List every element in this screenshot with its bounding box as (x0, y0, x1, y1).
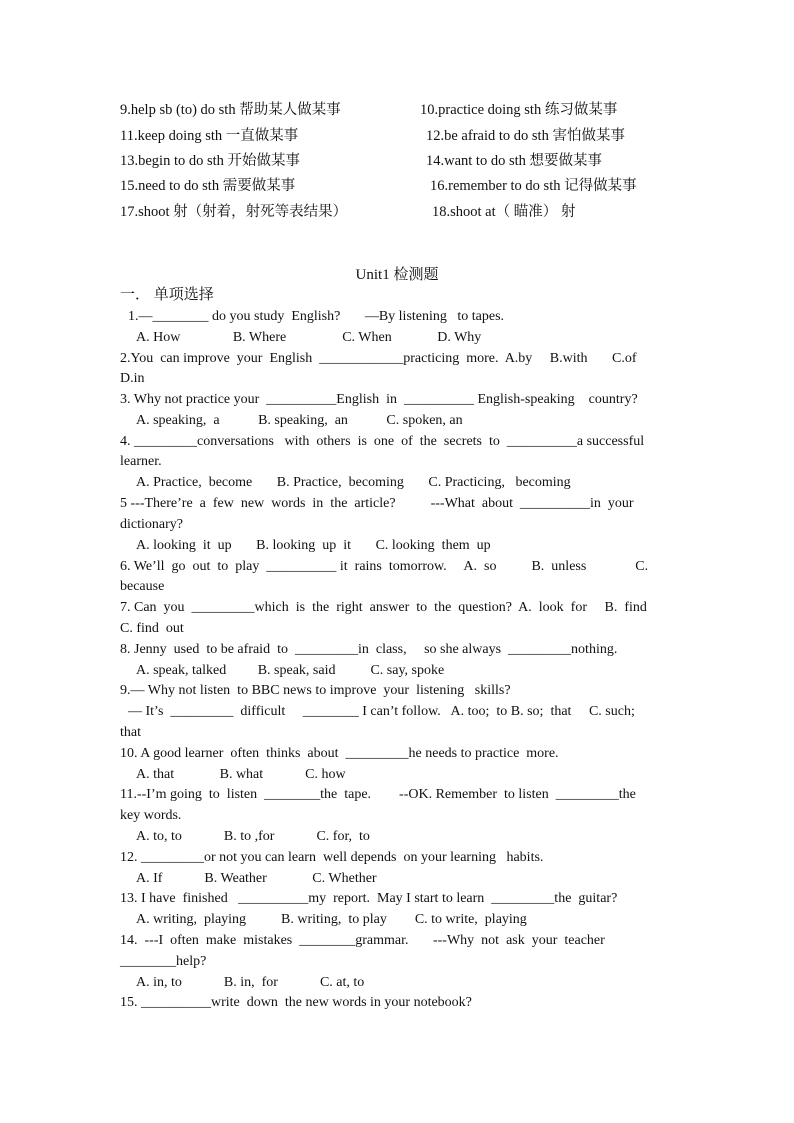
phrase-item: 13.begin to do sth 开始做某事 (120, 153, 301, 169)
question-line: 14. ---I often make mistakes ________grammar. ---Why not ask your teacher (120, 933, 605, 948)
option-line: A. that B. what C. how (136, 767, 346, 782)
question-line: 6. We’ll go out to play __________ it rains tomorrow. A. so B. unless C. (120, 559, 649, 574)
question-line: 4. _________conversations with others is one of the secrets to __________a successful (120, 434, 645, 449)
option-line: A. looking it up B. looking up it C. looking them up (136, 538, 491, 553)
question-line: D.in (120, 371, 145, 386)
phrase-item: 9.help sb (to) do sth 帮助某人做某事 (120, 102, 341, 118)
question-line: dictionary? (120, 517, 183, 532)
question-line: 8. Jenny used to be afraid to _________in class, so she always _________nothing. (120, 642, 618, 657)
question-line: 11.--I’m going to listen ________the tape. --OK. Remember to listen _________the (120, 787, 636, 802)
option-line: A. in, to B. in, for C. at, to (136, 975, 365, 990)
question-line: 12. _________or not you can learn well depends on your learning habits. (120, 850, 544, 865)
phrase-row (120, 174, 680, 198)
option-line: A. speak, talked B. speak, said C. say, spoke (136, 663, 445, 678)
phrase-row (120, 149, 680, 173)
section-heading: 一． 单项选择 (120, 287, 214, 303)
question-line: that (120, 725, 141, 740)
phrase-row (120, 124, 680, 148)
question-line: 9.— Why not listen to BBC news to improve your listening skills? (120, 683, 511, 698)
page-title: Unit1 检测题 (355, 267, 439, 283)
question-line: 2.You can improve your English ____________practicing more. A.by B.with C.of (120, 351, 637, 366)
question-line: 13. I have finished __________my report. May I start to learn _________the guitar? (120, 891, 618, 906)
option-line: A. to, to B. to ,for C. for, to (136, 829, 370, 844)
question-line: because (120, 579, 165, 594)
question-line: C. find out (120, 621, 184, 636)
question-line: 5 ---There’re a few new words in the article? ---What about __________in your (120, 496, 634, 511)
question-line: 3. Why not practice your __________English in __________ English-speaking country? (120, 392, 638, 407)
phrase-item: 12.be afraid to do sth 害怕做某事 (426, 128, 625, 144)
question-line: 7. Can you _________which is the right answer to the question? A. look for B. find (120, 600, 647, 615)
phrase-item: 15.need to do sth 需要做某事 (120, 178, 296, 194)
phrase-item: 18.shoot at（ 瞄准） 射 (432, 204, 576, 220)
option-line: A. Practice, become B. Practice, becoming C. Practicing, becoming (136, 475, 571, 490)
question-line: — It’s _________ difficult ________ I can’t follow. A. too; to B. so; that C. such; (128, 704, 635, 719)
phrase-item: 10.practice doing sth 练习做某事 (420, 102, 618, 118)
question-line: 10. A good learner often thinks about _________he needs to practice more. (120, 746, 559, 761)
question-line: key words. (120, 808, 182, 823)
option-line: A. How B. Where C. When D. Why (136, 330, 482, 345)
question-line: 1.—________ do you study English? —By listening to tapes. (128, 309, 505, 324)
option-line: A. If B. Weather C. Whether (136, 871, 377, 886)
phrase-item: 14.want to do sth 想要做某事 (426, 153, 603, 169)
phrase-item: 11.keep doing sth 一直做某事 (120, 128, 299, 144)
phrase-row (120, 98, 680, 122)
phrase-row (120, 200, 680, 224)
option-line: A. writing, playing B. writing, to play C. to write, playing (136, 912, 527, 927)
question-line: 15. __________write down the new words in your notebook? (120, 995, 472, 1010)
option-line: A. speaking, a B. speaking, an C. spoken, an (136, 413, 463, 428)
question-line: learner. (120, 454, 162, 469)
phrase-item: 16.remember to do sth 记得做某事 (430, 178, 637, 194)
question-line: ________help? (120, 954, 207, 969)
phrase-item: 17.shoot 射（射着，射死等表结果） (120, 204, 348, 220)
